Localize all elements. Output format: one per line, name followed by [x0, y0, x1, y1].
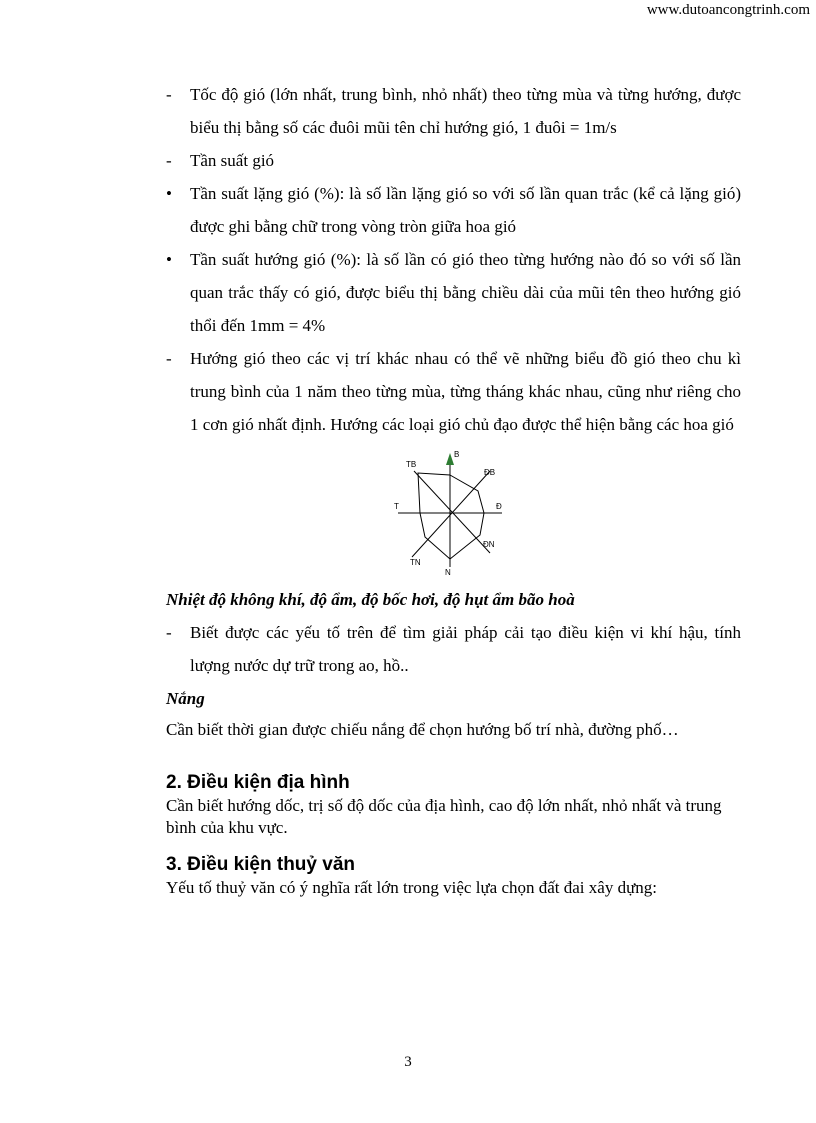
label-west: T [394, 502, 399, 511]
label-northwest: TB [406, 460, 417, 469]
list-item-direction-frequency [166, 243, 741, 342]
dash-marker: - [166, 349, 172, 368]
dash-marker: - [166, 85, 172, 104]
label-south: N [445, 568, 451, 575]
bullet-marker: • [166, 184, 172, 203]
heading-hydrology: 3. Điều kiện thuỷ văn [166, 854, 355, 875]
label-east: Đ [496, 502, 502, 511]
paragraph-terrain: Cần biết hướng dốc, trị số độ dốc của địa hình, cao độ lớn nhất, nhỏ nhất và trung bình của khu vực. [166, 796, 722, 837]
dash-marker: - [166, 151, 172, 170]
section-title-temperature: Nhiệt độ không khí, độ ẩm, độ bốc hơi, độ hụt ẩm bão hoà [166, 590, 575, 609]
page-content [166, 78, 741, 899]
header-url: www.dutoancongtrinh.com [646, 2, 810, 18]
list-item-text: Tần suất gió [190, 151, 275, 170]
paragraph-hydrology: Yếu tố thuỷ văn có ý nghĩa rất lớn trong việc lựa chọn đất đai xây dựng: [166, 878, 658, 897]
list-item-calm-frequency [166, 177, 741, 243]
heading-terrain: 2. Điều kiện địa hình [166, 772, 350, 793]
label-southwest: TN [410, 558, 421, 567]
list-item-wind-speed [166, 78, 741, 144]
page-number: 3 [404, 1054, 412, 1070]
list-item-text: Tốc độ gió (lớn nhất, trung bình, nhỏ nhất) theo từng mùa và từng hướng, được biểu thị bằng số các đuôi mũi tên chỉ hướng gió, 1 đuôi = 1m/s [190, 85, 741, 137]
bullet-marker: • [166, 250, 172, 269]
section-title-sun: Nắng [166, 689, 205, 708]
paragraph-sun: Cần biết thời gian được chiếu nắng để chọn hướng bố trí nhà, đường phố… [166, 720, 679, 739]
list-item-temperature [166, 616, 741, 682]
label-southeast: ĐN [483, 540, 495, 549]
label-northeast: ĐB [484, 468, 496, 477]
axis-sw-ne [412, 471, 490, 557]
list-item-wind-frequency [166, 144, 741, 177]
list-item-text: Hướng gió theo các vị trí khác nhau có thể vẽ những biểu đồ gió theo chu kì trung bình của 1 năm theo từng mùa, từng tháng khác nhau, cũng như riêng cho 1 cơn gió nhất định. Hướng các loại gió chủ đạo được thể hiện bằng các hoa gió [190, 349, 741, 434]
north-arrow-icon [446, 453, 454, 465]
label-north: B [454, 450, 460, 459]
list-item-wind-direction [166, 342, 741, 441]
wind-rose-diagram [390, 445, 510, 575]
list-item-text: Tần suất lặng gió (%): là số lần lặng gió so với số lần quan trắc (kể cả lặng gió) được ghi bằng chữ trong vòng tròn giữa hoa gió [190, 184, 741, 236]
list-item-text: Biết được các yếu tố trên để tìm giải pháp cải tạo điều kiện vi khí hậu, tính lượng nước dự trữ trong ao, hồ.. [190, 623, 741, 675]
list-item-text: Tần suất hướng gió (%): là số lần có gió theo từng hướng nào đó so với số lần quan trắc thấy có gió, được biểu thị bằng chiều dài của mũi tên theo hướng gió thổi đến 1mm = 4% [190, 250, 741, 335]
dash-marker: - [166, 623, 172, 642]
